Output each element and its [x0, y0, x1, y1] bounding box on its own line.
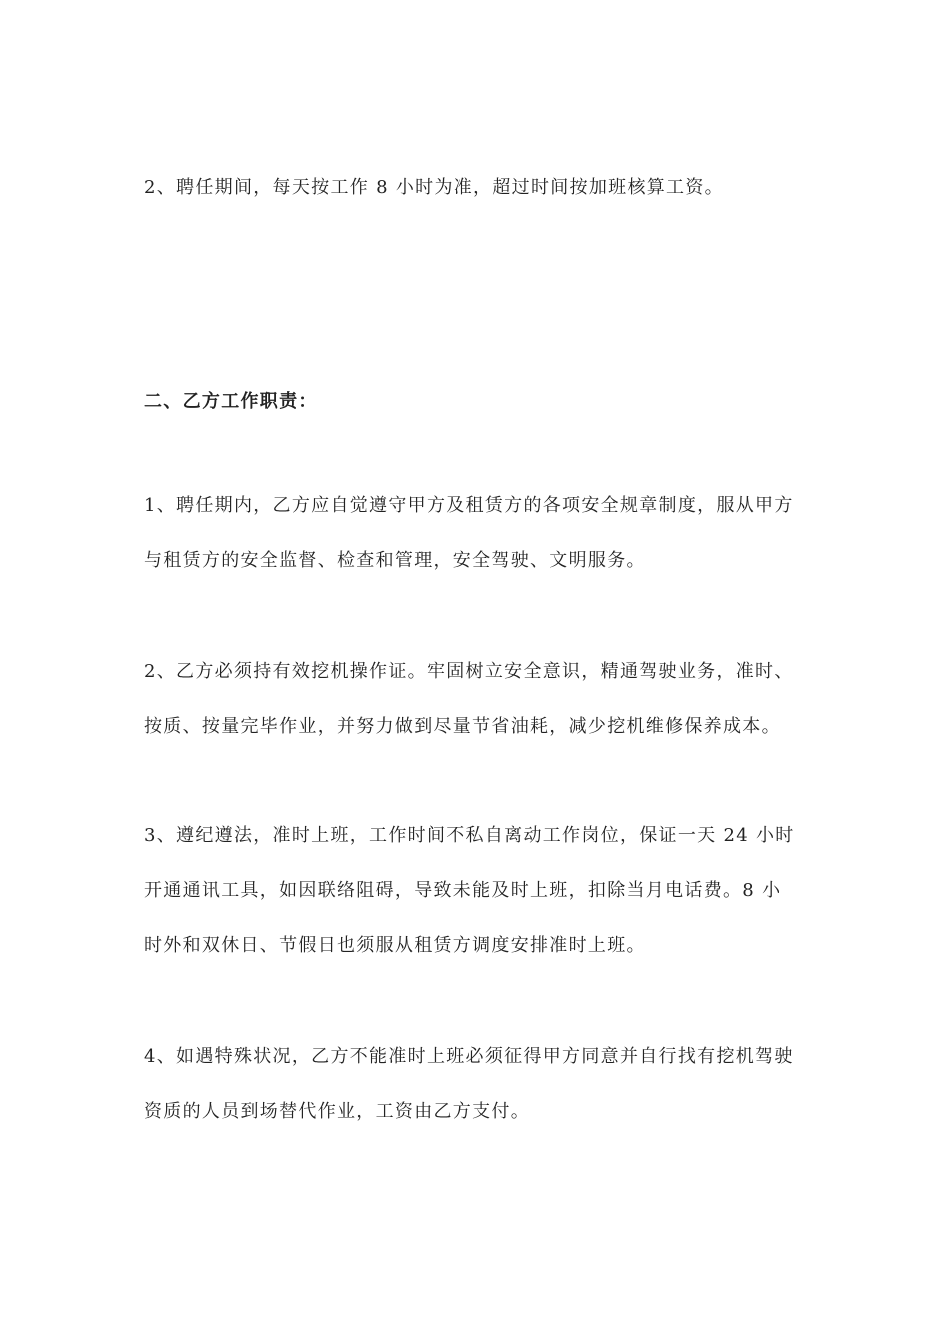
paragraph-line: 时外和双休日、节假日也须服从租赁方调度安排准时上班。 [144, 935, 646, 956]
duty-item-2 [144, 644, 814, 754]
duty-item-4 [144, 1029, 814, 1139]
paragraph-line: 与租赁方的安全监督、检查和管理，安全驾驶、文明服务。 [144, 550, 646, 571]
paragraph-line: 开通通讯工具，如因联络阻碍，导致未能及时上班，扣除当月电话费。8 小 [144, 880, 782, 901]
paragraph-line: 按质、按量完毕作业，并努力做到尽量节省油耗，减少挖机维修保养成本。 [144, 716, 781, 737]
paragraph-line: 4、如遇特殊状况，乙方不能准时上班必须征得甲方同意并自行找有挖机驾驶 [144, 1046, 794, 1067]
paragraph-line: 2、乙方必须持有效挖机操作证。牢固树立安全意识，精通驾驶业务，准时、 [144, 661, 794, 682]
paragraph-working-hours [144, 160, 814, 215]
paragraph-line: 2、聘任期间，每天按工作 8 小时为准，超过时间按加班核算工资。 [144, 177, 724, 198]
duty-item-3 [144, 808, 814, 973]
section-heading-text: 二、乙方工作职责： [144, 391, 318, 412]
paragraph-line: 1、聘任期内，乙方应自觉遵守甲方及租赁方的各项安全规章制度，服从甲方 [144, 495, 794, 516]
paragraph-line: 资质的人员到场替代作业，工资由乙方支付。 [144, 1101, 530, 1122]
section-heading [144, 374, 814, 429]
paragraph-line: 3、遵纪遵法，准时上班，工作时间不私自离动工作岗位，保证一天 24 小时 [144, 825, 795, 846]
duty-item-1 [144, 478, 814, 588]
